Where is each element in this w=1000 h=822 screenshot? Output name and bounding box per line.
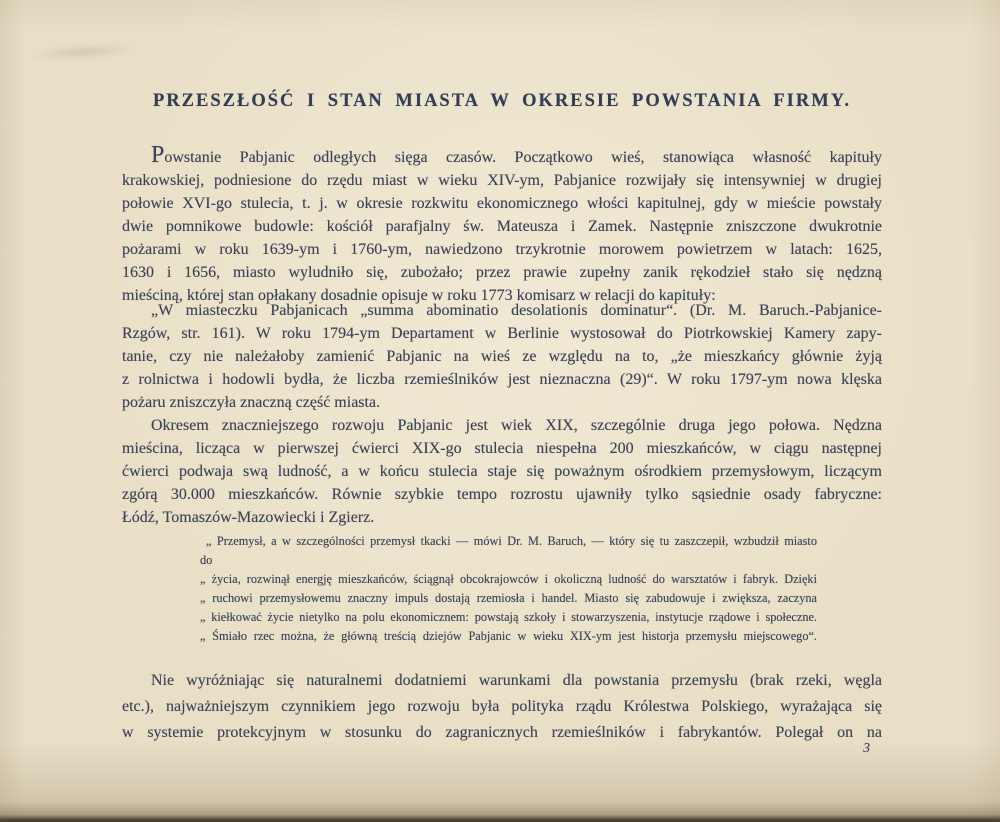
paragraph	[122, 668, 882, 746]
text-line: Nie wyróżniając się naturalnemi dodatniemi warunkami dla powstania przemysłu (brak rzeki, węgla	[151, 672, 882, 689]
text-line: pożarami w roku 1639-ym i 1760-ym, nawiedzono trzykrotnie morowem powietrzem w latach: 1625,	[122, 241, 882, 258]
text-line: zgórą 30.000 mieszkańców. Równie szybkie tempo rozrostu ujawniły tylko sąsiednie osady fabryczne:	[122, 486, 882, 503]
page-number: 3	[863, 740, 870, 755]
text-line: „W miasteczku Pabjanicach „summa abominatio desolationis dominatur“. (Dr. M. Baruch.-Pabjanice-	[151, 302, 882, 319]
text-line: w systemie protekcyjnym w stosunku do zagranicznych rzemieślników i fabrykantów. Polegał on na	[122, 724, 882, 741]
text-line: z rolnictwa i hodowli bydła, że liczba rzemieślników jest nieznaczna (29)“. W roku 1797-ym nowa klęska	[122, 371, 882, 388]
text-column	[122, 0, 882, 756]
text-line: ćwierci podwaja swą ludność, a w końcu stulecia staje się poważnym ośrodkiem przemysłowym, liczącym	[122, 463, 882, 480]
text-line: Powstanie Pabjanic odległych sięga czasów. Początkowo wieś, stanowiąca własność kapituły	[151, 142, 882, 168]
paragraph	[122, 143, 882, 307]
initial-capital: P	[151, 142, 165, 168]
text-block	[122, 143, 882, 746]
text-line: etc.), najważniejszym czynnikiem jego rozwoju była polityka rządu Królestwa Polskiego, wyrażająca się	[122, 698, 882, 715]
text-line: Łódź, Tomaszów-Mazowiecki i Zgierz.	[122, 509, 375, 526]
text-line: mieścina, licząca w pierwszej ćwierci XIX-go stulecia niespełna 200 mieszkańców, w ciągu następnej	[122, 440, 882, 457]
text-line: Rzgów, str. 161). W roku 1794-ym Departament w Berlinie wystosował do Piotrkowskiej Kamery zapy-	[122, 325, 882, 342]
text-line: „ ruchowi przemysłowemu znaczny impuls dostają rzemiosła i handel. Miasto się zabudowuje i zwiększa, zaczyna	[200, 591, 817, 605]
text-line: krakowskiej, podniesione do rzędu miast w wieku XIV-ym, Pabjanice rozwijały się intensywniej w drugiej	[122, 172, 882, 189]
text-line: tanie, czy nie należałoby zamienić Pabjanic na wieś ze względu na to, „że mieszkańcy głównie żyją	[122, 348, 882, 365]
text-line: „ kiełkować życie nietylko na polu ekonomicznem: powstają szkoły i stowarzyszenia, instytucje rządowe i społeczne.	[200, 610, 817, 624]
text-line: 1630 i 1656, miasto wyludniło się, zubożało; przez prawie zupełny zanik rękodzieł stało się nędzną	[122, 264, 882, 281]
paragraph	[122, 414, 882, 529]
quote-paragraph	[200, 532, 817, 646]
text-line: „ życia, rozwinął energję mieszkańców, ściągnął obcokrajowców i okoliczną ludność do warsztatów i fabryk. Dzięki	[200, 572, 817, 586]
text-line: połowie XVI-go stulecia, t. j. w okresie rozkwitu ekonomicznego włości kapitulnej, gdy w mieście powstały	[122, 195, 882, 212]
page-title: PRZESZŁOŚĆ I STAN MIASTA W OKRESIE POWSTANIA FIRMY.	[153, 91, 851, 111]
text-line: Okresem znaczniejszego rozwoju Pabjanic jest wiek XIX, szczególnie druga jego połowa. Nędzna	[151, 417, 882, 434]
text-line: pożaru zniszczyła znaczną część miasta.	[122, 394, 381, 411]
text-line: mieściną, której stan opłakany dosadnie opisuje w roku 1773 komisarz w relacji do kapituły:	[122, 287, 716, 304]
text-line: „ Przemysł, a w szczególności przemysł tkacki — mówi Dr. M. Baruch, — który się tu zaszczepił, wzbudził miasto do	[200, 534, 817, 567]
text-line: dwie pomnikowe budowle: kościół parafjalny św. Mateusza i Zamek. Następnie zniszczone dwukrotnie	[122, 218, 882, 235]
paragraph	[122, 299, 882, 414]
text-line: „ Śmiało rzec można, że główną treścią dziejów Pabjanic w wieku XIX-ym jest historja przemysłu miejscowego“.	[200, 629, 817, 643]
